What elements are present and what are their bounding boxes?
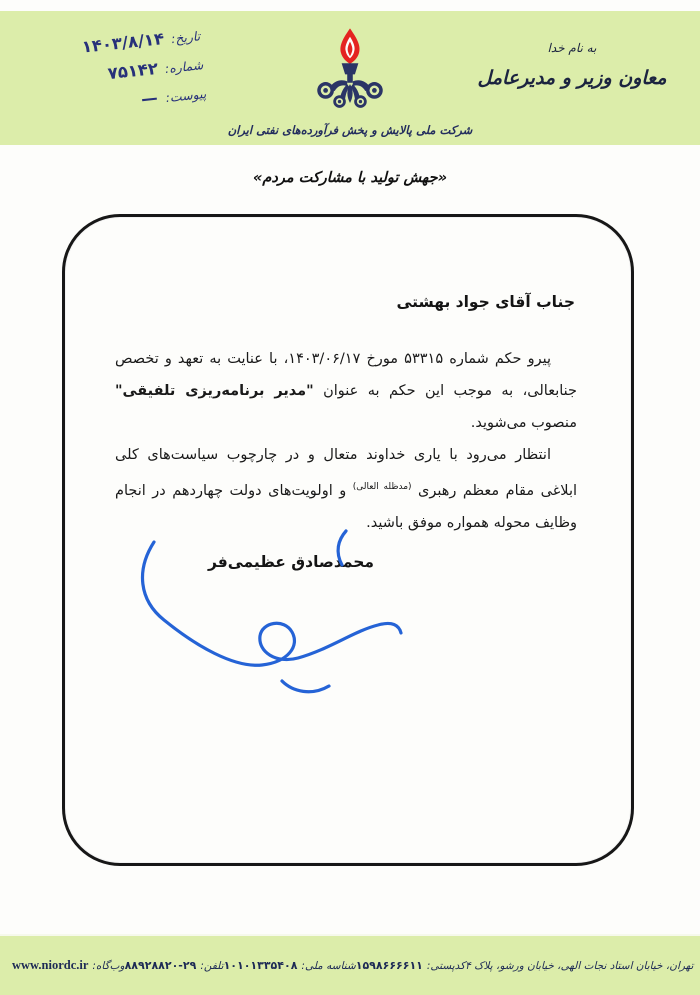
flame-icon	[340, 28, 359, 64]
signer-name: محمدصادق عظیمی‌فر	[208, 553, 374, 571]
footer-band	[0, 934, 700, 995]
handwritten-signature	[133, 515, 415, 703]
phone-label: تلفن:	[200, 960, 224, 972]
appointment-title-bold: "مدیر برنامه‌ریزی تلفیقی"	[115, 383, 314, 399]
body-paragraph-1	[115, 343, 577, 439]
national-id	[224, 959, 356, 972]
year-slogan: «جهش تولید با مشارکت مردم»	[252, 170, 448, 186]
website	[12, 958, 125, 973]
p2-text-before: انتظار می‌رود با یاری خداوند متعال و در چارچوب سیاست‌های کلی ابلاغی مقام معظم رهبری	[115, 447, 578, 499]
recipient-name: جناب آقای جواد بهشتی	[396, 293, 575, 311]
postal-code-label: کدپستی:	[426, 960, 466, 972]
attachment-value: —	[140, 87, 160, 109]
national-id-label: شناسه ملی:	[301, 960, 356, 972]
postal-code	[356, 959, 465, 972]
company-name: شرکت ملی پالایش و پخش فرآورده‌های نفتی ایران	[227, 123, 473, 137]
p1-text-before: پیرو حکم شماره ۵۳۳۱۵ مورخ ۱۴۰۳/۰۶/۱۷، با عنایت به تعهد و تخصص جنابعالی، به موجب این حکم به عنوان	[115, 351, 578, 399]
torch-scroll-icon	[317, 63, 383, 108]
p2-text-after: و اولویت‌های دولت چهاردهم در انجام وظایف محوله همواره موفق باشید.	[115, 483, 577, 531]
leader-honorific-superscript: (مدظله العالی)	[352, 482, 412, 492]
date-value: ۱۴۰۳/۸/۱۴	[80, 29, 166, 57]
header-right-block	[472, 41, 672, 89]
footer-address: تهران، خیابان استاد نجات الهی، خیابان ورشو، پلاک ۴	[465, 959, 694, 972]
bismillah-text: به نام خدا	[547, 41, 597, 55]
website-label: وب‌گاه:	[92, 960, 125, 972]
attachment-label: پیوست:	[164, 85, 207, 106]
phone-value: ۸۸۹۲۸۸۲۰-۲۹	[124, 959, 197, 972]
letter-meta	[10, 25, 208, 131]
p1-text-after: منصوب می‌شوید.	[470, 415, 577, 431]
national-id-value: ۱۰۱۰۱۳۳۵۴۰۸	[223, 959, 298, 972]
letter-body-frame	[62, 214, 634, 866]
deputy-minister-title: معاون وزیر و مدیرعامل	[477, 67, 667, 89]
date-label: تاریخ:	[170, 28, 201, 47]
postal-code-value: ۱۵۹۸۶۶۶۶۱۱	[355, 959, 423, 972]
phone	[125, 959, 224, 972]
number-label: شماره:	[164, 57, 204, 77]
website-value: www.niordc.ir	[12, 958, 89, 972]
footer-contact-row	[0, 958, 700, 973]
letterhead-band	[0, 11, 700, 145]
company-logo-block	[220, 27, 480, 137]
flame-torch-emblem-icon	[306, 27, 394, 119]
letter-body-text	[115, 343, 577, 539]
number-value: ۷۵۱۴۲	[106, 58, 159, 84]
